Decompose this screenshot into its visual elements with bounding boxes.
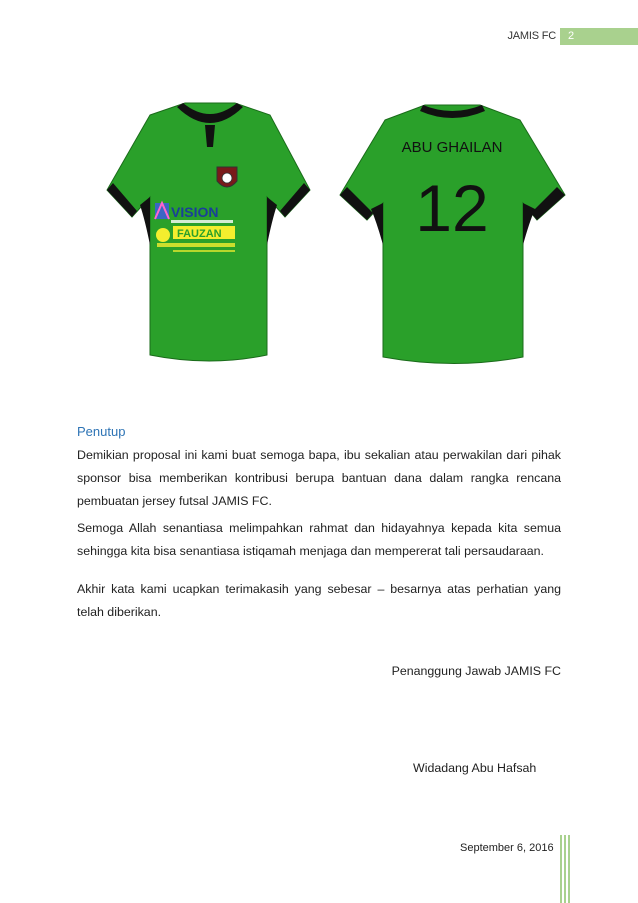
paragraph-1: Demikian proposal ini kami buat semoga bapa, ibu sekalian atau perwakilan dari pihak sponsor bisa memberikan kontribusi berupa bantuan dana dalam rangka rencana pembuatan jersey futsal JAMIS FC. — [77, 448, 561, 508]
club-badge-icon — [217, 167, 237, 187]
paragraph-2: Semoga Allah senantiasa melimpahkan rahmat dan hidayahnya kepada kita semua sehingga kita bisa senantiasa istiqamah menjaga dan mempererat tali persaudaraan. — [77, 521, 561, 558]
paragraph-3: Akhir kata kami ucapkan terimakasih yang sebesar – besarnya atas perhatian yang telah diberikan. — [77, 582, 561, 619]
signer-name: Widadang Abu Hafsah — [413, 761, 537, 775]
jersey-front — [107, 103, 310, 361]
section-title: Penutup — [77, 424, 126, 439]
jersey-player-number: 12 — [415, 171, 489, 245]
header-title: JAMIS FC — [507, 30, 556, 42]
sponsor-vision-text: VISION — [171, 204, 219, 220]
sponsor-fauzan-text: FAUZAN — [177, 228, 222, 240]
jersey-player-name: ABU GHAILAN — [401, 139, 503, 156]
jersey-back — [340, 105, 565, 364]
page-number-box — [560, 28, 638, 45]
page-number: 2 — [568, 30, 575, 42]
footer-decoration — [560, 835, 572, 903]
signer-title: Penanggung Jawab JAMIS FC — [391, 664, 561, 678]
jersey-illustration — [105, 95, 575, 375]
footer-date: September 6, 2016 — [460, 842, 554, 854]
